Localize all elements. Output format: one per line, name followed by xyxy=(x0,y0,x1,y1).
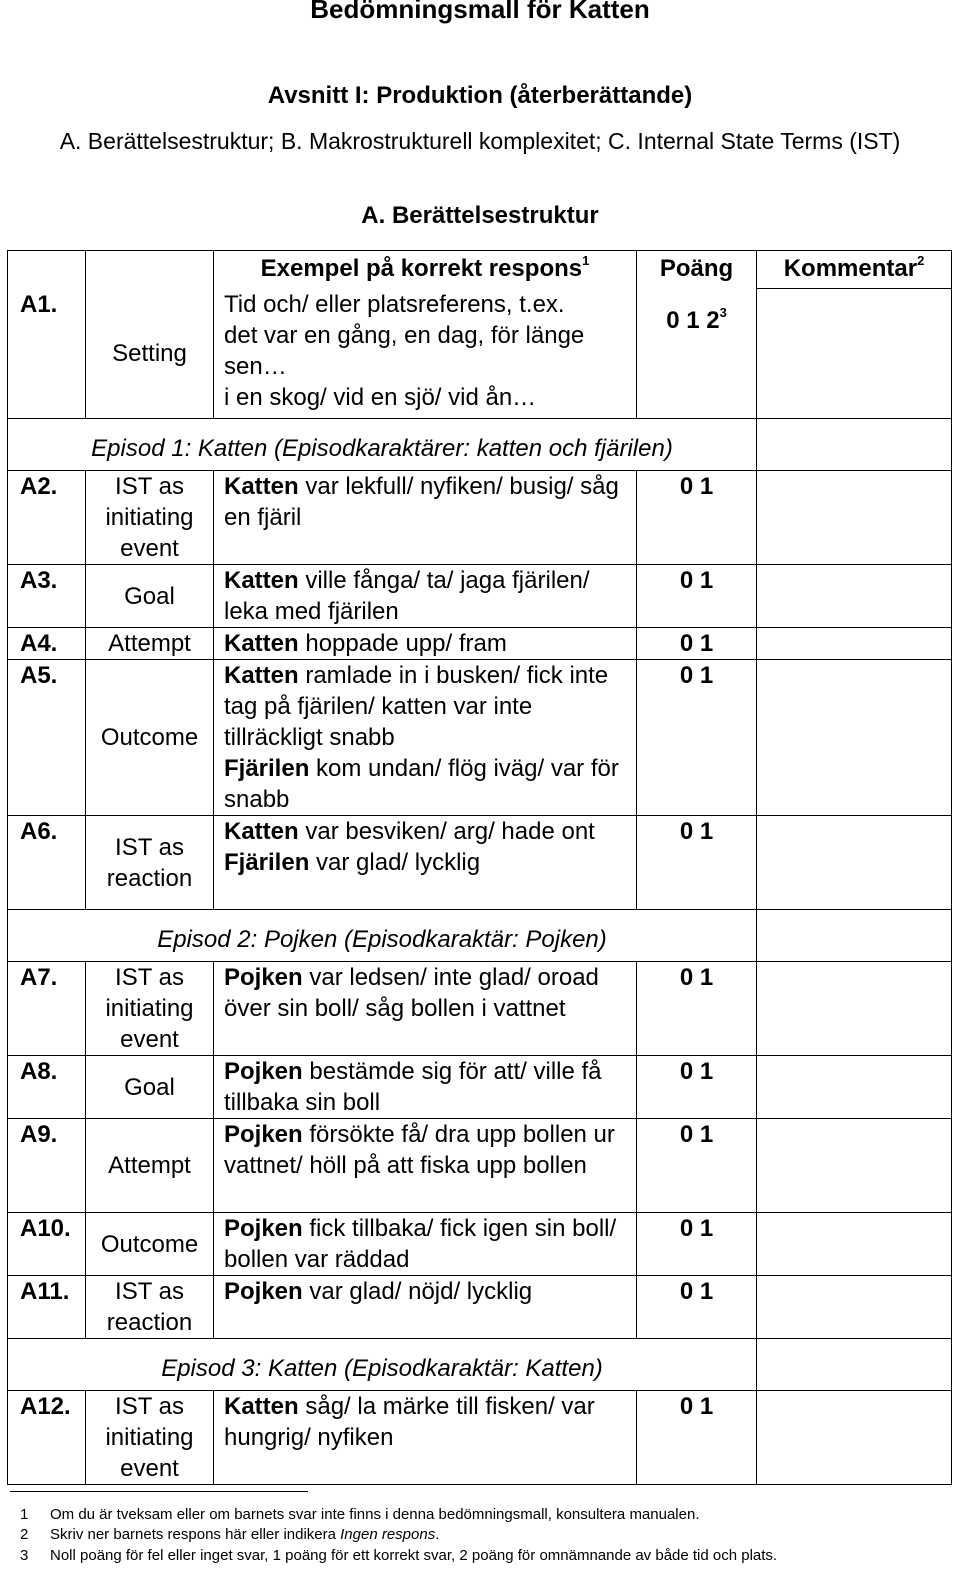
row-points: 0 1 $2^3$ xyxy=(637,289,757,419)
row-points: 0 1 xyxy=(637,1056,757,1119)
row-category: Attempt xyxy=(86,1119,214,1213)
row-id: A10. xyxy=(8,1213,86,1276)
row-points: 0 1 xyxy=(637,1119,757,1213)
row-points: 0 1 xyxy=(637,962,757,1056)
row-example: Katten såg/ la märke till fisken/ var hungrig/ nyfiken xyxy=(214,1391,637,1485)
header-example: Exempel på korrekt respons$^1$ xyxy=(214,251,637,289)
row-points: 0 1 xyxy=(637,1391,757,1485)
assessment-table xyxy=(7,250,952,1485)
episode-heading: Episod 2: Pojken (Episodkaraktär: Pojken) xyxy=(8,910,757,962)
row-a10 xyxy=(8,1213,952,1276)
row-category: IST as initiating event xyxy=(86,962,214,1056)
comment-cell[interactable] xyxy=(757,1276,952,1339)
row-points: 0 1 xyxy=(637,565,757,628)
episode-row xyxy=(8,419,952,471)
comment-cell[interactable] xyxy=(757,1213,952,1276)
row-a11 xyxy=(8,1276,952,1339)
row-category: Outcome xyxy=(86,660,214,816)
row-example: Pojken var glad/ nöjd/ lycklig xyxy=(214,1276,637,1339)
row-a7 xyxy=(8,962,952,1056)
footnote-1: 1 Om du är tveksam eller om barnets svar inte finns i denna bedömningsmall, konsultera manualen. xyxy=(20,1506,700,1523)
header-points: Poäng xyxy=(637,251,757,289)
row-points: 0 1 xyxy=(637,471,757,565)
row-points: 0 1 xyxy=(637,628,757,660)
row-id: A6. xyxy=(8,816,86,910)
section-title: Avsnitt I: Produktion (återberättande) xyxy=(267,82,693,109)
row-category: Goal xyxy=(86,1056,214,1119)
comment-cell[interactable] xyxy=(757,962,952,1056)
row-a8 xyxy=(8,1056,952,1119)
episode-heading: Episod 3: Katten (Episodkaraktär: Katten) xyxy=(8,1339,757,1391)
row-a4 xyxy=(8,628,952,660)
row-example: Katten var besviken/ arg/ hade ont Fjärilen var glad/ lycklig xyxy=(214,816,637,910)
row-category: IST as reaction xyxy=(86,816,214,910)
row-a2 xyxy=(8,471,952,565)
row-id: A12. xyxy=(8,1391,86,1485)
part-title: A. Berättelsestruktur xyxy=(361,202,599,229)
row-category: IST as reaction xyxy=(86,1276,214,1339)
row-a6 xyxy=(8,816,952,910)
row-a5 xyxy=(8,660,952,816)
row-category: IST as initiating event xyxy=(86,1391,214,1485)
episode-heading: Episod 1: Katten (Episodkaraktärer: katten och fjärilen) xyxy=(8,419,757,471)
row-id: A9. xyxy=(8,1119,86,1213)
header-row xyxy=(8,251,952,289)
row-example: Katten ville fånga/ ta/ jaga fjärilen/ leka med fjärilen xyxy=(214,565,637,628)
comment-cell[interactable] xyxy=(757,1119,952,1213)
row-example: Katten hoppade upp/ fram xyxy=(214,628,637,660)
row-id: A2. xyxy=(8,471,86,565)
row-example: Pojken försökte få/ dra upp bollen ur vattnet/ höll på att fiska upp bollen xyxy=(214,1119,637,1213)
row-category: IST as initiating event xyxy=(86,471,214,565)
row-id: A7. xyxy=(8,962,86,1056)
row-example: Pojken bestämde sig för att/ ville få tillbaka sin boll xyxy=(214,1056,637,1119)
row-id: A8. xyxy=(8,1056,86,1119)
row-a1 xyxy=(8,289,952,419)
row-points: 0 1 xyxy=(637,1213,757,1276)
row-example: Katten ramlade in i busken/ fick inte tag på fjärilen/ katten var inte tillräckligt snabb Fjärilen kom undan/ flög iväg/ var för snabb xyxy=(214,660,637,816)
row-category: Goal xyxy=(86,565,214,628)
comment-cell[interactable] xyxy=(757,289,952,419)
comment-cell[interactable] xyxy=(757,1391,952,1485)
comment-cell[interactable] xyxy=(757,471,952,565)
row-example: Pojken fick tillbaka/ fick igen sin boll/ bollen var räddad xyxy=(214,1213,637,1276)
footnote-divider xyxy=(10,1491,308,1492)
row-category: Outcome xyxy=(86,1213,214,1276)
comment-cell[interactable] xyxy=(757,660,952,816)
section-subtitle: A. Berättelsestruktur; B. Makrostrukturell komplexitet; C. Internal State Terms (IST) xyxy=(59,128,901,154)
row-id: A5. xyxy=(8,660,86,816)
row-a9 xyxy=(8,1119,952,1213)
row-a3 xyxy=(8,565,952,628)
row-example: Katten var lekfull/ nyfiken/ busig/ såg en fjäril xyxy=(214,471,637,565)
comment-cell[interactable] xyxy=(757,628,952,660)
row-points: 0 1 xyxy=(637,1276,757,1339)
comment-cell[interactable] xyxy=(757,565,952,628)
header-comment: Kommentar$^2$ xyxy=(757,251,952,289)
comment-cell[interactable] xyxy=(757,1056,952,1119)
row-points: 0 1 xyxy=(637,816,757,910)
row-example: Tid och/ eller platsreferens, t.ex. det var en gång, en dag, för länge sen… i en skog/ vid en sjö/ vid ån… xyxy=(214,289,637,419)
row-category: Setting xyxy=(86,289,214,419)
episode-row xyxy=(8,1339,952,1391)
row-a12 xyxy=(8,1391,952,1485)
row-points: 0 1 xyxy=(637,660,757,816)
footnote-2: 2 Skriv ner barnets respons här eller indikera Ingen respons. xyxy=(20,1526,440,1543)
row-id: A4. xyxy=(8,628,86,660)
footnote-3: 3 Noll poäng för fel eller inget svar, 1 poäng för ett korrekt svar, 2 poäng för omnämnande av både tid och plats. xyxy=(20,1547,778,1564)
row-id: A1. xyxy=(8,289,86,419)
row-category: Attempt xyxy=(86,628,214,660)
row-id: A3. xyxy=(8,565,86,628)
comment-cell[interactable] xyxy=(757,816,952,910)
row-id: A11. xyxy=(8,1276,86,1339)
row-example: Pojken var ledsen/ inte glad/ oroad över sin boll/ såg bollen i vattnet xyxy=(214,962,637,1056)
episode-row xyxy=(8,910,952,962)
document-title: Bedömningsmall för Katten xyxy=(310,0,650,24)
